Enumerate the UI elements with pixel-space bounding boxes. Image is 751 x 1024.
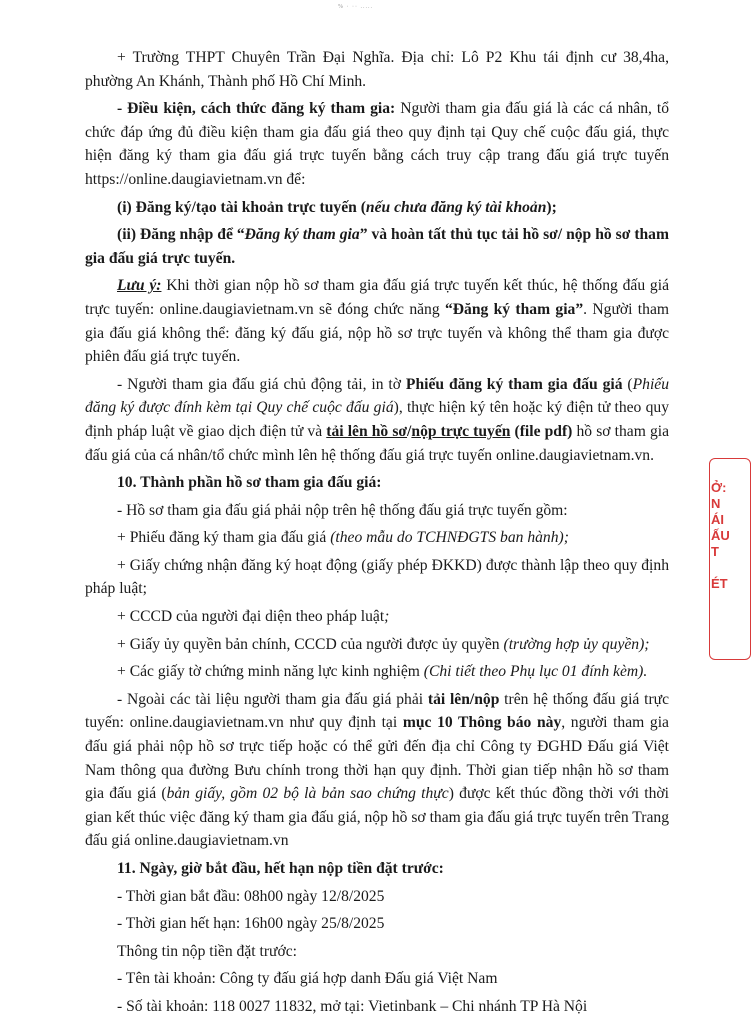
stamp-char-3: ẤU [711,528,730,543]
stamp-char-5 [711,560,730,576]
list-item-representative-id: + CCCD của người đại diện theo pháp luật; [117,608,390,626]
note-label: Lưu ý: [117,277,162,295]
section-11-heading: 11. Ngày, giờ bắt đầu, hết hạn nộp tiền đặt trước: [117,860,444,877]
stamp-char-4: T [711,544,719,559]
deposit-start-time: - Thời gian bắt đầu: 08h00 ngày 12/8/2025 [117,887,385,905]
stamp-char-1: N [711,496,721,511]
red-stamp-fragment [703,458,730,658]
list-item-business-license: + Giấy chứng nhận đăng ký hoạt động (giấy phép ĐKKD) được thành lập theo quy định pháp luật; [85,556,669,598]
conditions-label: - Điều kiện, cách thức đăng ký tham gia: [117,100,396,118]
stamp-text [711,480,730,592]
document-body [85,46,669,1023]
step-login-register: (ii) Đăng nhập để “Đăng ký tham gia” và hoàn tất thủ tục tải hồ sơ/ nộp hồ sơ tham gia đấu giá trực tuyến. [85,226,669,267]
stamp-char-6: ÉT [711,576,728,591]
stamp-char-2: ÁI [711,512,724,527]
paragraph-note: Lưu ý: Khi thời gian nộp hồ sơ tham gia đấu giá trực tuyến kết thúc, hệ thống đấu giá trực tuyến: online.daugiavietnam.vn sẽ đóng chức năng “Đăng ký tham gia”. Người tham gia đấu giá không thể: đăng ký đấu giá, nộp hồ sơ trực tuyến và không thể tham gia được phiên đấu giá trực tuyến. [85,277,669,366]
deposit-end-time: - Thời gian hết hạn: 16h00 ngày 25/8/2025 [117,915,385,933]
section-10-intro: - Hồ sơ tham gia đấu giá phải nộp trên hệ thống đấu giá trực tuyến gồm: [117,501,568,519]
section-10-heading: 10. Thành phần hồ sơ tham gia đấu giá: [117,474,382,492]
account-number: - Số tài khoản: 118 0027 11832, mở tại: Vietinbank – Chi nhánh TP Hà Nội [117,997,588,1015]
list-item-power-of-attorney: + Giấy ủy quyền bản chính, CCCD của người được ủy quyền (trường hợp ủy quyền); [117,635,650,653]
stamp-char-0: Ở: [711,480,727,495]
list-item-experience-docs: + Các giấy tờ chứng minh năng lực kinh nghiệm (Chi tiết theo Phụ lục 01 đính kèm). [117,663,648,681]
paragraph-additional-documents: - Ngoài các tài liệu người tham gia đấu giá phải tải lên/nộp trên hệ thống đấu giá trực tuyến: online.daugiavietnam.vn như quy định tại mục 10 Thông báo này, người tham gia đấu giá phải nộp hồ sơ trực tiếp hoặc có thể gửi đến địa chỉ Công ty ĐGHD Đấu giá Việt Nam thông qua đường Bưu chính trong thời hạn quy định. Thời gian tiếp nhận hồ sơ tham gia đấu giá (bản giấy, gồm 02 bộ là bản sao chứng thực) được kết thúc đồng thời với thời gian kết thúc việc đăng ký tham gia đấu giá, nộp hồ sơ tham gia đấu giá trực tuyến trên Trang đấu giá online.daugiavietnam.vn [85,690,670,850]
paragraph-registration-conditions: - Điều kiện, cách thức đăng ký tham gia: Người tham gia đấu giá là các cá nhân, tổ chức đáp ứng đủ điều kiện tham gia đấu giá theo quy định tại Quy chế cuộc đấu giá, thực hiện đăng ký tham gia đấu giá trực tuyến bằng cách truy cập trang đấu giá trực tuyến https://online.daugiavietnam.vn để: [85,100,669,188]
paragraph-download-form: - Người tham gia đấu giá chủ động tải, in tờ Phiếu đăng ký tham gia đấu giá (Phiếu đăng ký được đính kèm tại Quy chế cuộc đấu giá), thực hiện ký tên hoặc ký điện tử theo quy định pháp luật về giao dịch điện tử và tải lên hồ sơ/nộp trực tuyến (file pdf) hồ sơ tham gia đấu giá của cá nhân/tổ chức mình lên hệ thống đấu giá trực tuyến online.daugiavietnam.vn. [85,375,670,464]
step-create-account: (i) Đăng ký/tạo tài khoản trực tuyến (nếu chưa đăng ký tài khoản); [117,198,557,216]
paragraph-school-address: + Trường THPT Chuyên Trần Đại Nghĩa. Địa chỉ: Lô P2 Khu tái định cư 38,4ha, phường An Khánh, Thành phố Hồ Chí Minh. [85,49,669,90]
account-name: - Tên tài khoản: Công ty đấu giá hợp danh Đấu giá Việt Nam [117,970,498,988]
deposit-info-label: Thông tin nộp tiền đặt trước: [117,942,297,960]
list-item-registration-form: + Phiếu đăng ký tham gia đấu giá (theo mẫu do TCHNĐGTS ban hành); [117,529,569,547]
scan-mark: % · ·· ..... [338,4,373,10]
